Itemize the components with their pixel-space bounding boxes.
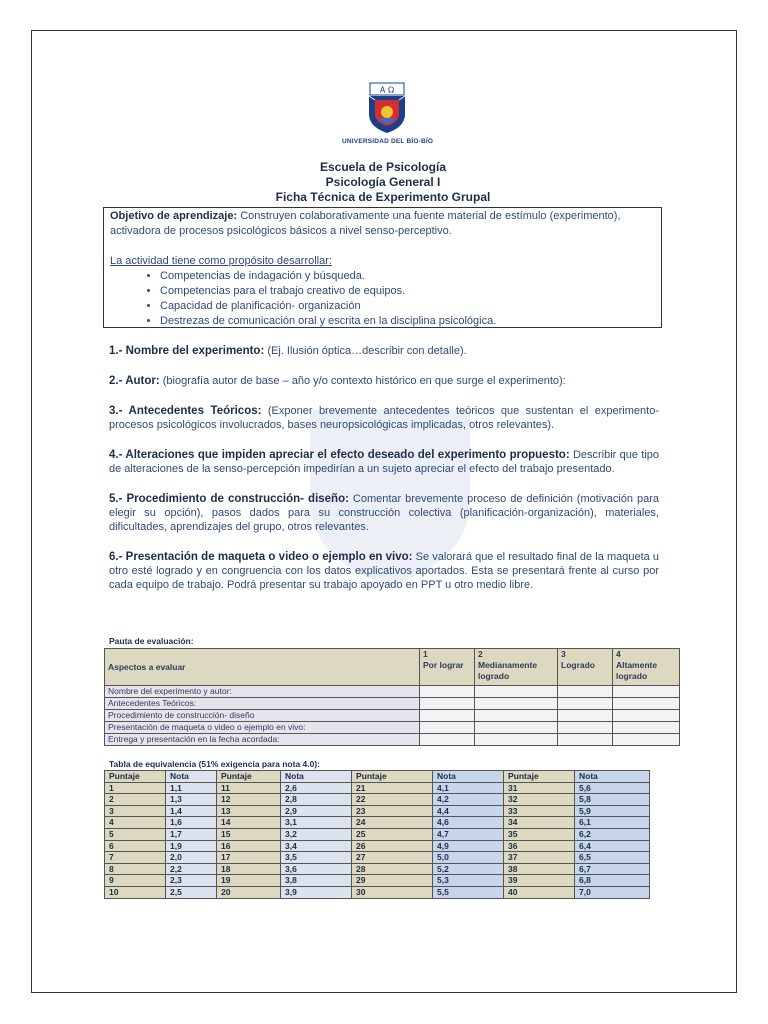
objective-text: Construyen colaborativamente una fuente material de estímulo (experimento), activadora de procesos psicológicos básicos a nivel senso-perceptivo. [110, 210, 621, 237]
nota-cell: 6,2 [575, 828, 650, 840]
level-header: 2 Medianamente logrado [475, 649, 558, 686]
section-heading: 5.- Procedimiento de construcción- diseño: [109, 493, 349, 505]
table-row [105, 686, 680, 698]
competencies-list [110, 269, 655, 329]
puntaje-cell: 19 [217, 875, 281, 887]
puntaje-cell: 39 [504, 875, 575, 887]
nota-cell: 3,5 [281, 852, 352, 864]
nota-cell: 2,0 [166, 852, 217, 864]
score-cell[interactable] [475, 722, 558, 734]
nota-cell: 1,7 [166, 828, 217, 840]
puntaje-cell: 11 [217, 782, 281, 794]
score-cell[interactable] [558, 734, 613, 746]
nota-cell: 6,5 [575, 852, 650, 864]
nota-cell: 2,8 [281, 794, 352, 806]
nota-cell: 1,1 [166, 782, 217, 794]
section-heading: 3.- Antecedentes Teóricos: [109, 405, 262, 417]
objective-paragraph [110, 209, 655, 239]
nota-cell: 6,7 [575, 863, 650, 875]
level-header: 4 Altamente logrado [613, 649, 680, 686]
table-header-row [105, 649, 680, 686]
score-cell[interactable] [558, 722, 613, 734]
table-row [105, 852, 650, 864]
evaluation-table [104, 648, 680, 746]
nota-cell: 4,6 [433, 817, 504, 829]
puntaje-cell: 23 [352, 805, 433, 817]
university-name: UNIVERSIDAD DEL BÍO-BÍO [342, 138, 434, 145]
list-item: • Competencias de indagación y búsqueda. [160, 269, 655, 284]
table-row [105, 734, 680, 746]
nota-cell: 5,8 [575, 794, 650, 806]
column-header: Puntaje [217, 771, 281, 783]
puntaje-cell: 16 [217, 840, 281, 852]
puntaje-cell: 13 [217, 805, 281, 817]
nota-cell: 4,2 [433, 794, 504, 806]
section-text: Se valorará que el resultado final de la maqueta u otro esté logrado y en congruencia con los datos explicativos aportados. Esta se presentará frente al curso por cada equipo de trabajo. Podrá presentar su trabajo apoyado en PPT u otro medio libre. [109, 551, 659, 591]
course-title: Psicología General I [325, 175, 441, 189]
score-cell[interactable] [420, 698, 475, 710]
section-heading: 2.- Autor: [109, 375, 160, 387]
section-4 [109, 448, 659, 476]
nota-cell: 6,4 [575, 840, 650, 852]
section-text: (Exponer brevemente antecedentes teóricos que sustentan el experimento- procesos psicológicos involucrados, bases neuropsicológicas implicadas, otros relevantes). [109, 405, 659, 431]
score-cell[interactable] [558, 698, 613, 710]
sheet-title: Ficha Técnica de Experimento Grupal [275, 190, 491, 204]
level-header: 3 Logrado [558, 649, 613, 686]
table-row [105, 722, 680, 734]
puntaje-cell: 5 [105, 828, 166, 840]
puntaje-cell: 36 [504, 840, 575, 852]
puntaje-cell: 10 [105, 886, 166, 898]
section-heading: 1.- Nombre del experimento: [109, 345, 265, 357]
nota-cell: 1,6 [166, 817, 217, 829]
objective-box [103, 207, 662, 328]
table-row [105, 805, 650, 817]
purpose-line: La actividad tiene como propósito desarrollar: [110, 255, 332, 267]
section-6 [109, 550, 659, 592]
puntaje-cell: 6 [105, 840, 166, 852]
list-item: • Destrezas de comunicación oral y escrita en la disciplina psicológica. [160, 314, 655, 329]
university-shield-icon [366, 82, 408, 134]
aspect-label: Presentación de maqueta o video o ejemplo en vivo: [105, 722, 420, 734]
puntaje-cell: 18 [217, 863, 281, 875]
aspect-label: Procedimiento de construcción- diseño [105, 710, 420, 722]
equivalence-caption: Tabla de equivalencia (51% exigencia para nota 4.0): [109, 759, 321, 769]
table-row [105, 875, 650, 887]
puntaje-cell: 7 [105, 852, 166, 864]
equivalence-table [104, 770, 650, 899]
column-header: Puntaje [105, 771, 166, 783]
puntaje-cell: 8 [105, 863, 166, 875]
puntaje-cell: 3 [105, 805, 166, 817]
aspect-label: Antecedentes Teóricos: [105, 698, 420, 710]
pauta-caption: Pauta de evaluación: [109, 636, 194, 646]
table-row [105, 840, 650, 852]
table-row [105, 698, 680, 710]
nota-cell: 4,1 [433, 782, 504, 794]
score-cell[interactable] [420, 734, 475, 746]
nota-cell: 5,5 [433, 886, 504, 898]
puntaje-cell: 38 [504, 863, 575, 875]
nota-cell: 5,0 [433, 852, 504, 864]
table-row [105, 794, 650, 806]
aspect-label: Entrega y presentación en la fecha acordada: [105, 734, 420, 746]
nota-cell: 7,0 [575, 886, 650, 898]
puntaje-cell: 24 [352, 817, 433, 829]
puntaje-cell: 37 [504, 852, 575, 864]
nota-cell: 5,3 [433, 875, 504, 887]
puntaje-cell: 35 [504, 828, 575, 840]
puntaje-cell: 14 [217, 817, 281, 829]
nota-cell: 1,9 [166, 840, 217, 852]
nota-cell: 4,7 [433, 828, 504, 840]
table-row [105, 782, 650, 794]
section-3 [109, 404, 659, 432]
section-2 [109, 374, 659, 388]
puntaje-cell: 32 [504, 794, 575, 806]
nota-cell: 5,9 [575, 805, 650, 817]
table-row [105, 863, 650, 875]
score-cell[interactable] [613, 698, 680, 710]
score-cell[interactable] [475, 698, 558, 710]
score-cell[interactable] [613, 734, 680, 746]
nota-cell: 6,8 [575, 875, 650, 887]
school-title: Escuela de Psicología [319, 160, 447, 174]
column-header: Nota [433, 771, 504, 783]
section-heading: 4.- Alteraciones que impiden apreciar el efecto deseado del experimento propuesto: [109, 449, 570, 461]
puntaje-cell: 17 [217, 852, 281, 864]
nota-cell: 4,4 [433, 805, 504, 817]
score-cell[interactable] [613, 710, 680, 722]
nota-cell: 6,1 [575, 817, 650, 829]
puntaje-cell: 15 [217, 828, 281, 840]
list-item: • Capacidad de planificación- organización [160, 299, 655, 314]
score-cell[interactable] [475, 734, 558, 746]
column-header: Puntaje [504, 771, 575, 783]
column-header: Nota [166, 771, 217, 783]
puntaje-cell: 28 [352, 863, 433, 875]
puntaje-cell: 12 [217, 794, 281, 806]
puntaje-cell: 34 [504, 817, 575, 829]
table-row [105, 710, 680, 722]
puntaje-cell: 25 [352, 828, 433, 840]
nota-cell: 1,4 [166, 805, 217, 817]
puntaje-cell: 20 [217, 886, 281, 898]
section-text: Comentar brevemente proceso de definición (motivación para elegir su opción), pasos dados para su construcción colectiva (planificación-organización), materiales, dificultades, aprendizajes del grupo, otros relevantes. [109, 493, 659, 533]
svg-text:A Ω: A Ω [379, 85, 395, 95]
nota-cell: 1,3 [166, 794, 217, 806]
table-row [105, 828, 650, 840]
aspect-header: Aspectos a evaluar [105, 649, 420, 686]
nota-cell: 3,2 [281, 828, 352, 840]
column-header: Puntaje [352, 771, 433, 783]
table-header-row [105, 771, 650, 783]
section-heading: 6.- Presentación de maqueta o video o ejemplo en vivo: [109, 551, 413, 563]
nota-cell: 3,6 [281, 863, 352, 875]
puntaje-cell: 29 [352, 875, 433, 887]
puntaje-cell: 30 [352, 886, 433, 898]
score-cell[interactable] [420, 710, 475, 722]
section-text: (Ej. Ilusión óptica…describir con detalle). [264, 345, 467, 357]
score-cell[interactable] [420, 722, 475, 734]
column-header: Nota [575, 771, 650, 783]
nota-cell: 2,6 [281, 782, 352, 794]
puntaje-cell: 4 [105, 817, 166, 829]
score-cell[interactable] [475, 686, 558, 698]
score-cell[interactable] [558, 686, 613, 698]
nota-cell: 3,8 [281, 875, 352, 887]
puntaje-cell: 2 [105, 794, 166, 806]
puntaje-cell: 33 [504, 805, 575, 817]
section-text: (biografía autor de base – año y/o contexto histórico en que surge el experimento): [159, 375, 566, 387]
nota-cell: 5,2 [433, 863, 504, 875]
nota-cell: 2,5 [166, 886, 217, 898]
puntaje-cell: 27 [352, 852, 433, 864]
score-cell[interactable] [613, 722, 680, 734]
nota-cell: 5,6 [575, 782, 650, 794]
section-1 [109, 344, 659, 358]
column-header: Nota [281, 771, 352, 783]
puntaje-cell: 31 [504, 782, 575, 794]
section-5 [109, 492, 659, 534]
puntaje-cell: 21 [352, 782, 433, 794]
nota-cell: 4,9 [433, 840, 504, 852]
puntaje-cell: 22 [352, 794, 433, 806]
level-header: 1 Por lograr [420, 649, 475, 686]
equivalence-body [105, 782, 650, 898]
nota-cell: 3,1 [281, 817, 352, 829]
puntaje-cell: 1 [105, 782, 166, 794]
table-row [105, 886, 650, 898]
nota-cell: 2,9 [281, 805, 352, 817]
puntaje-cell: 26 [352, 840, 433, 852]
document-titles [100, 160, 666, 205]
sections [109, 344, 659, 608]
nota-cell: 2,3 [166, 875, 217, 887]
table-row [105, 817, 650, 829]
university-logo [342, 82, 434, 148]
section-text: Describir que tipo de alteraciones de la senso-percepción impedirían a un sujeto apreciar el efecto del trabajo presentado. [109, 449, 659, 475]
aspect-label: Nombre del experimento y autor: [105, 686, 420, 698]
nota-cell: 2,2 [166, 863, 217, 875]
score-cell[interactable] [420, 686, 475, 698]
objective-label: Objetivo de aprendizaje: [110, 210, 238, 222]
score-cell[interactable] [475, 710, 558, 722]
score-cell[interactable] [558, 710, 613, 722]
score-cell[interactable] [613, 686, 680, 698]
list-item: • Competencias para el trabajo creativo de equipos. [160, 284, 655, 299]
nota-cell: 3,9 [281, 886, 352, 898]
nota-cell: 3,4 [281, 840, 352, 852]
puntaje-cell: 9 [105, 875, 166, 887]
puntaje-cell: 40 [504, 886, 575, 898]
